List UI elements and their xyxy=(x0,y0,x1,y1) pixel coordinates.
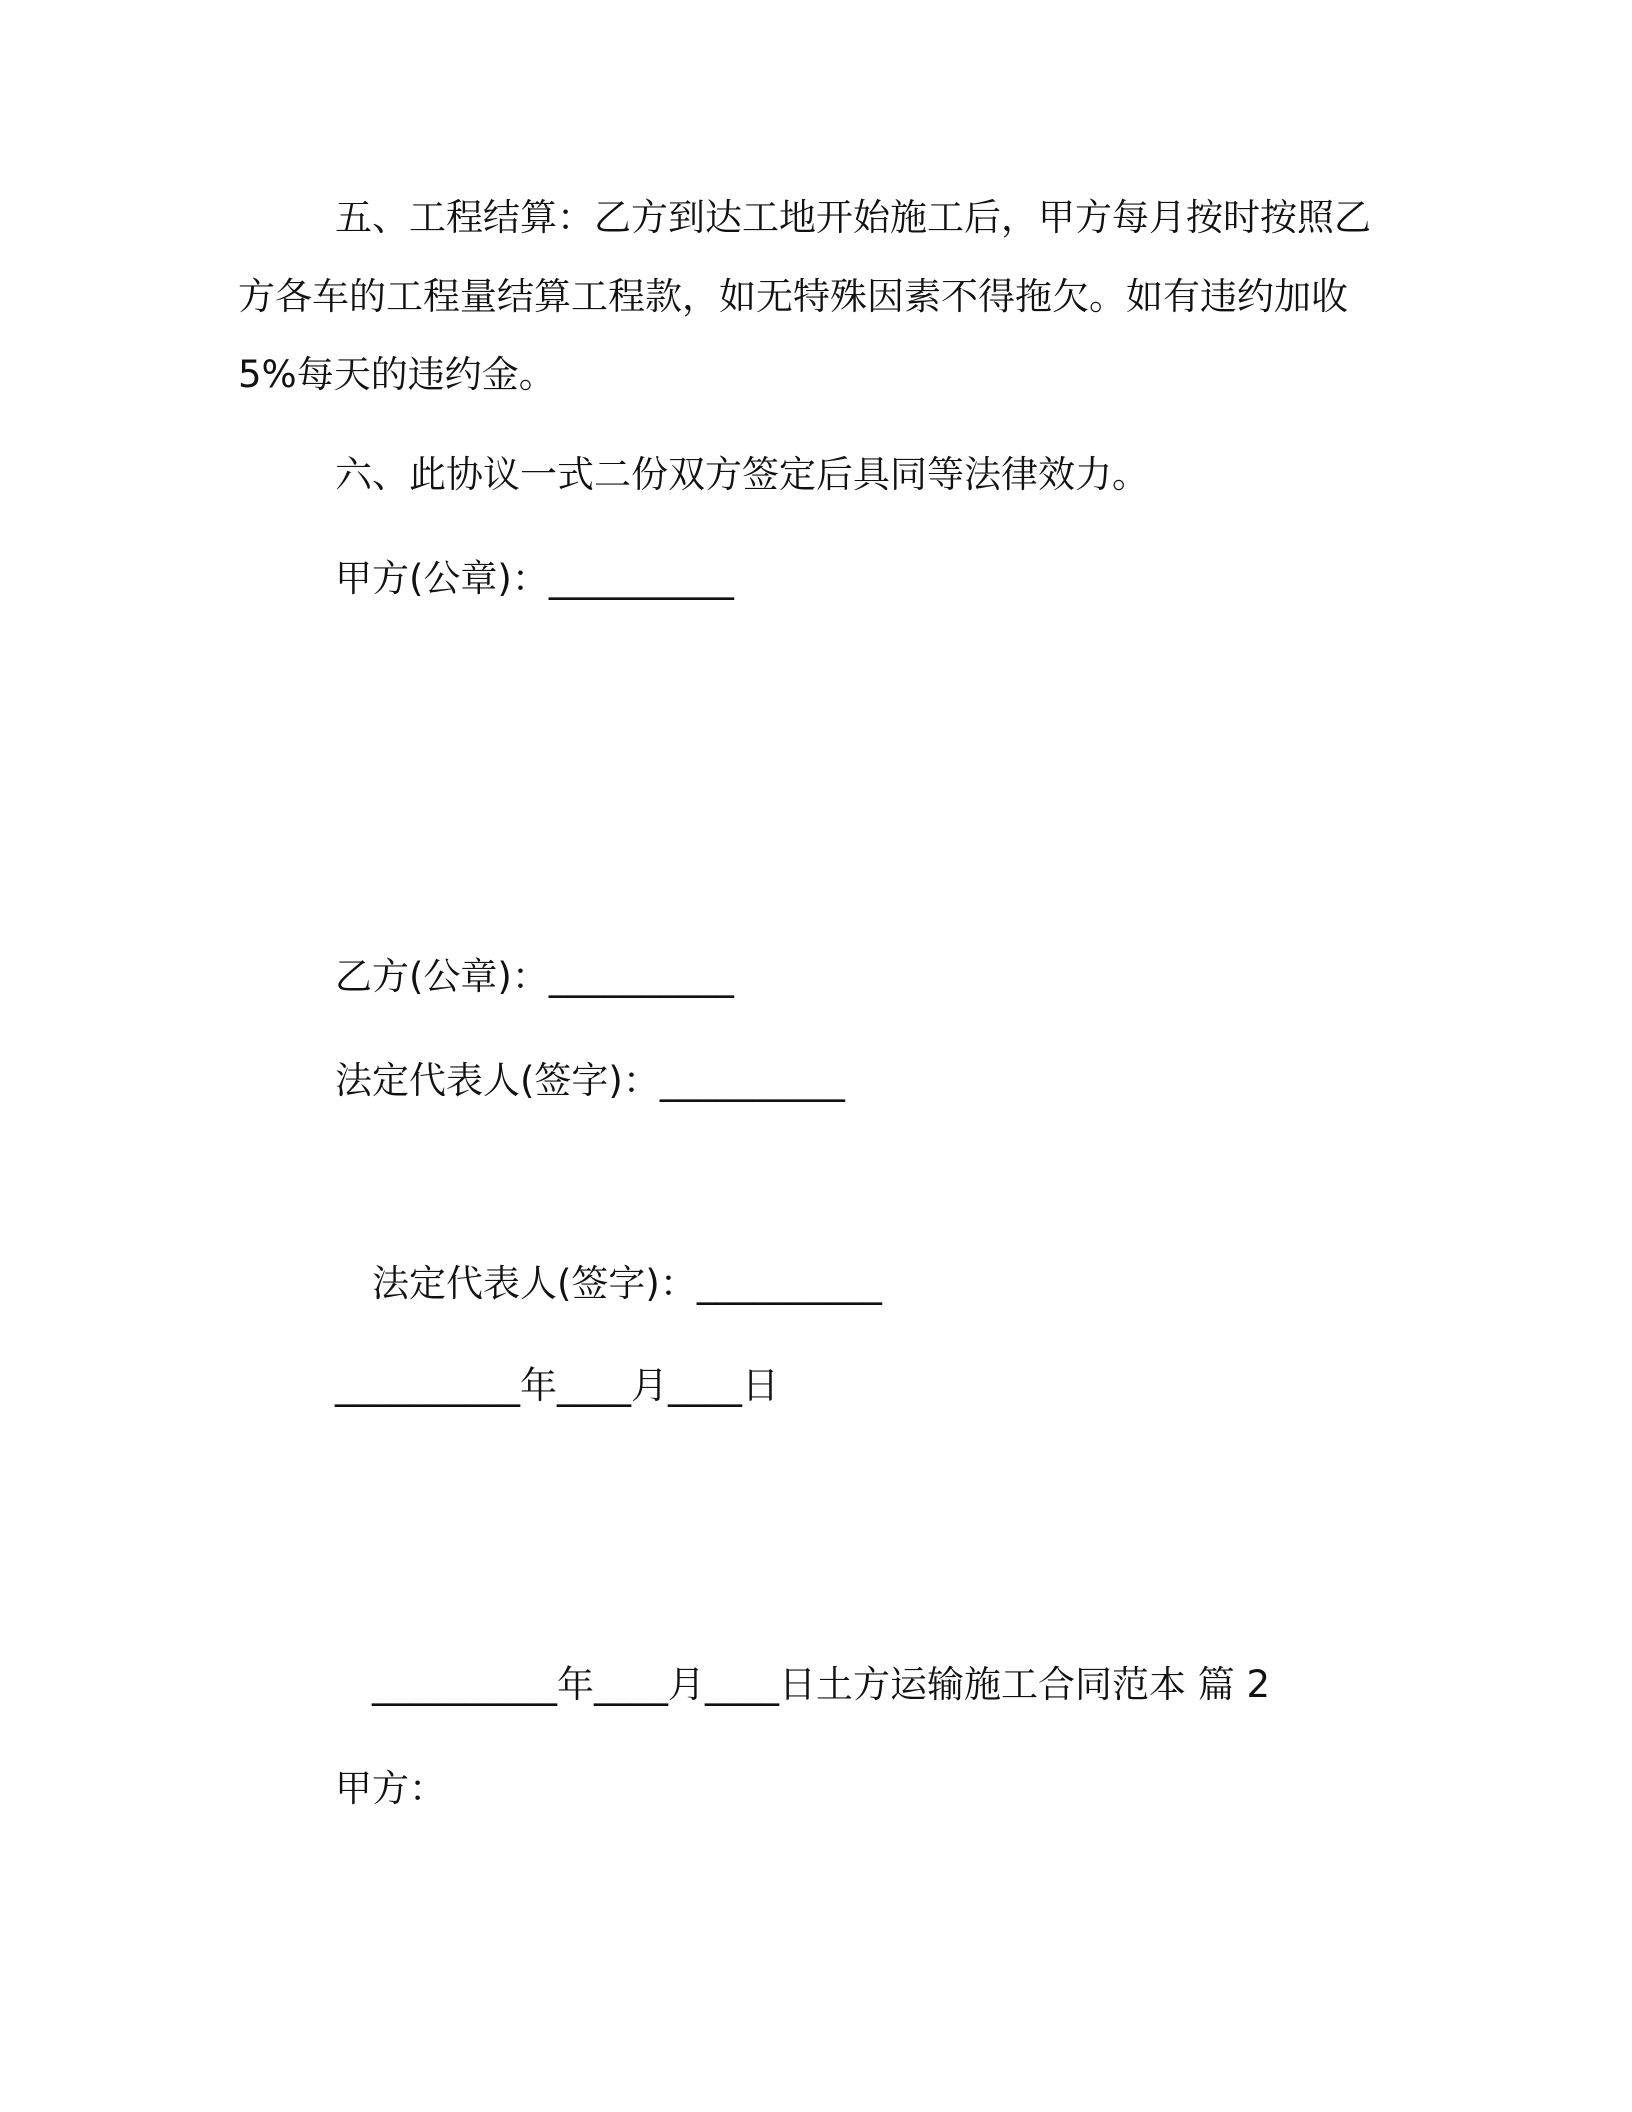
party-a-label: 甲方： xyxy=(335,1767,446,1810)
party-a-seal-line: 甲方(公章)：__________ xyxy=(335,557,734,600)
date-line: __________年____月____日 xyxy=(335,1364,779,1407)
legal-representative-line-1: 法定代表人(签字)：__________ xyxy=(335,1059,845,1102)
legal-representative-line-2: 法定代表人(签字)：__________ xyxy=(372,1262,882,1305)
clause-5-line-2: 方各车的工程量结算工程款，如无特殊因素不得拖欠。如有违约加收 xyxy=(238,275,1348,318)
clause-5-line-1: 五、工程结算：乙方到达工地开始施工后，甲方每月按时按照乙 xyxy=(335,196,1371,239)
clause-6: 六、此协议一式二份双方签定后具同等法律效力。 xyxy=(335,453,1149,496)
party-b-seal-line: 乙方(公章)：__________ xyxy=(335,955,734,998)
clause-5-line-3: 5%每天的违约金。 xyxy=(238,353,556,396)
section-2-heading: __________年____月____日土方运输施工合同范本 篇 2 xyxy=(372,1663,1271,1706)
